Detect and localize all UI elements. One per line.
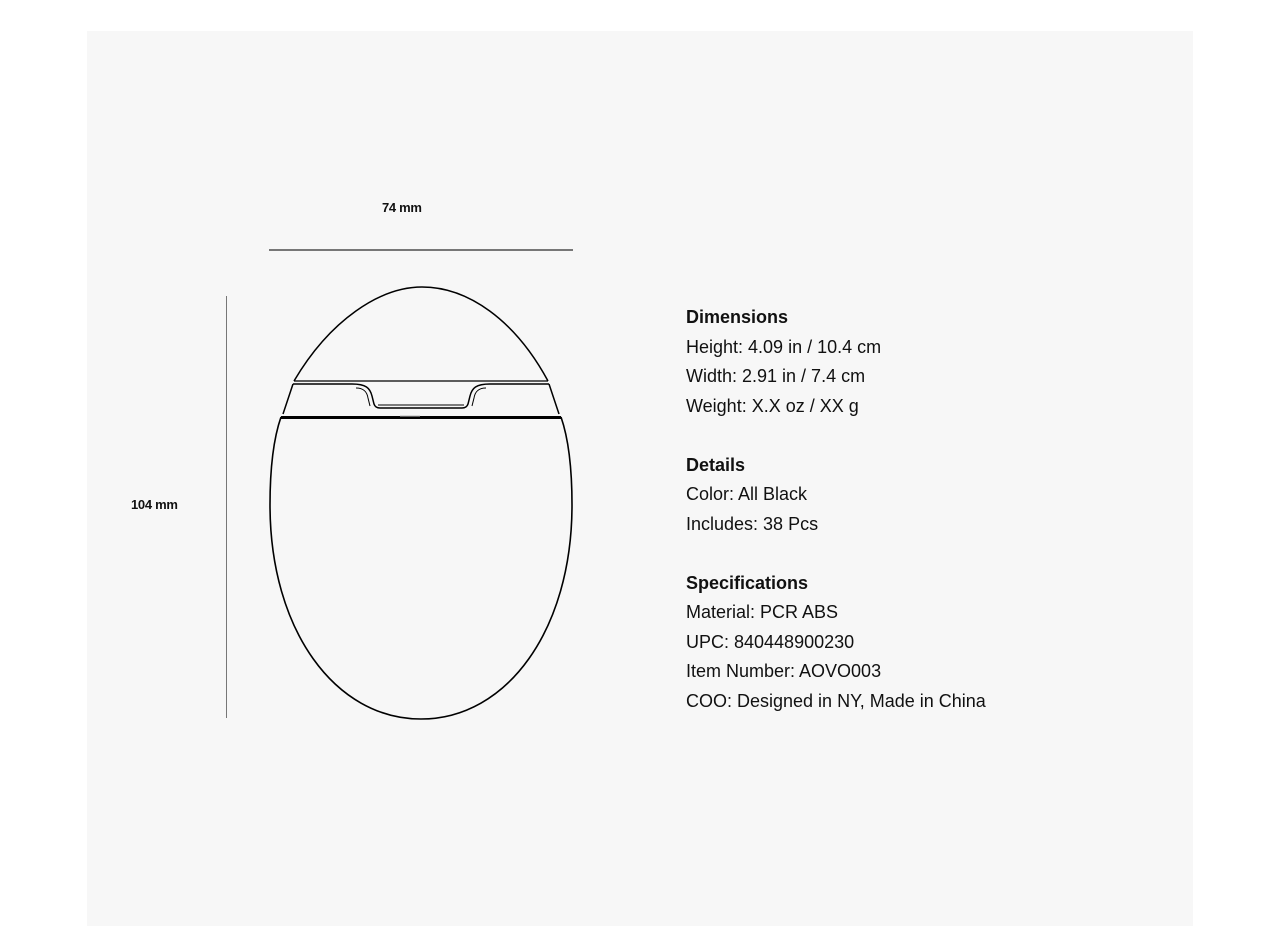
- height-spec: Height: 4.09 in / 10.4 cm: [686, 336, 882, 357]
- width-spec: Width: 2.91 in / 7.4 cm: [686, 366, 866, 386]
- dimensions-heading: Dimensions: [686, 307, 789, 327]
- upc-spec: UPC: 840448900230: [686, 631, 855, 652]
- height-dimension-line: [226, 296, 227, 718]
- details-section: [686, 451, 1166, 540]
- item-number-spec: Item Number: AOVO003: [686, 661, 882, 681]
- egg-collar-right-side: [549, 384, 559, 414]
- specifications-heading: Specifications: [686, 572, 809, 593]
- product-line-drawing: [260, 260, 590, 730]
- dimensions-section: [686, 303, 1166, 421]
- weight-spec: Weight: X.X oz / XX g: [686, 395, 859, 416]
- specifications-section: [686, 569, 1166, 717]
- details-heading: Details: [686, 454, 746, 475]
- material-spec: Material: PCR ABS: [686, 602, 839, 622]
- egg-collar-left-side: [283, 384, 293, 414]
- egg-collar: [293, 384, 549, 408]
- color-spec: Color: All Black: [686, 484, 808, 504]
- egg-collar-inner: [356, 388, 486, 406]
- width-dimension-label: 74 mm: [382, 200, 422, 215]
- coo-spec: COO: Designed in NY, Made in China: [686, 690, 986, 711]
- includes-spec: Includes: 38 Pcs: [686, 513, 819, 534]
- egg-cap-outline: [294, 287, 548, 381]
- height-dimension-label: 104 mm: [131, 497, 178, 512]
- spec-list: [686, 303, 1166, 746]
- egg-body-outline: [270, 417, 572, 719]
- width-dimension-line: [269, 249, 573, 251]
